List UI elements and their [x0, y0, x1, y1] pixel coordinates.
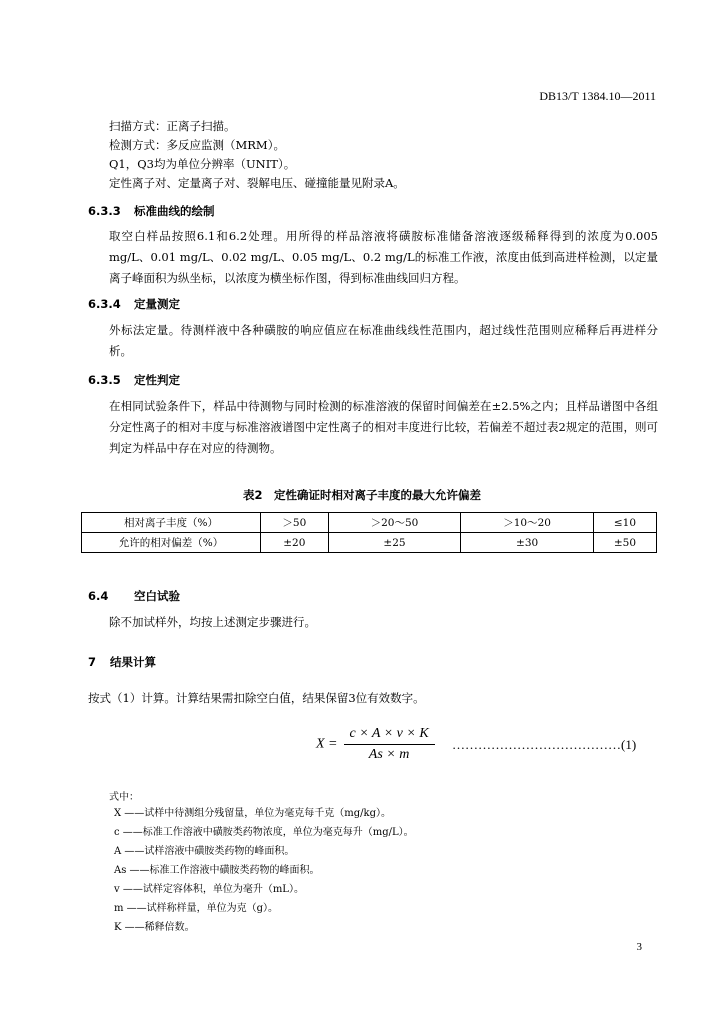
- section-title: 标准曲线的绘制: [134, 204, 215, 218]
- table-cell: 相对离子丰度（%）: [82, 513, 261, 533]
- section-heading-6-3-3: [88, 203, 215, 219]
- ion-pair-line: 定性离子对、定量离子对、裂解电压、碰撞能量见附录A。: [109, 176, 405, 190]
- formula-lhs: X =: [316, 736, 338, 752]
- paragraph-blank-test: 除不加试样外，均按上述测定步骤进行。: [109, 615, 316, 629]
- legend-item: A ——试样溶液中磺胺类药物的峰面积。: [114, 846, 295, 857]
- detection-mode-line: 检测方式：多反应监测（MRM）。: [109, 138, 285, 152]
- table-row: [82, 513, 657, 533]
- paragraph-text: 外标法定量。待测样液中各种磺胺的响应值应在标准曲线线性范围内，超过线性范围则应稀释后再进样分析。: [109, 323, 658, 358]
- section-heading-6-4: [88, 588, 180, 604]
- paragraph-qualitative: [88, 396, 658, 459]
- formula-numerator: c × A × v × K: [344, 726, 435, 745]
- table-cell: ±20: [261, 533, 329, 553]
- formula-fraction: [344, 726, 435, 763]
- paragraph-standard-curve: [88, 226, 658, 289]
- legend-item: m ——试样称样量，单位为克（g）。: [114, 903, 279, 914]
- section-number: 6.3.5: [88, 373, 121, 387]
- resolution-line: Q1，Q3均为单位分辨率（UNIT）。: [109, 157, 296, 171]
- formula-label: (1): [621, 737, 637, 752]
- table-cell: ±30: [461, 533, 594, 553]
- section-heading-7: [88, 654, 156, 670]
- table-cell: 允许的相对偏差（%）: [82, 533, 261, 553]
- section-number: 6.3.4: [88, 297, 121, 311]
- paragraph-text: 在相同试验条件下，样品中待测物与同时检测的标准溶液的保留时间偏差在±2.5%之内；且样品谱图中各组分定性离子的相对丰度与标准溶液谱图中定性离子的相对丰度进行比较，若偏差不超过表2规定的范围，则可判定为样品中存在对应的待测物。: [109, 399, 658, 455]
- legend-item: K ——稀释倍数。: [114, 922, 195, 933]
- formula-leader: …………………………………: [452, 737, 621, 752]
- legend-item: X ——试样中待测组分残留量，单位为毫克每千克（mg/kg）。: [114, 808, 392, 819]
- scan-mode-line: 扫描方式：正离子扫描。: [109, 119, 236, 133]
- section-heading-6-3-4: [88, 296, 180, 312]
- legend-title: 式中：: [109, 792, 139, 803]
- section-number: 6.3.3: [88, 204, 121, 218]
- section-title: 空白试验: [134, 589, 180, 603]
- legend-item: c ——标准工作溶液中磺胺类药物浓度，单位为毫克每升（mg/L）。: [114, 827, 414, 838]
- page-number: 3: [636, 941, 642, 953]
- table-cell: ＞50: [261, 513, 329, 533]
- section-title: 定量测定: [134, 297, 180, 311]
- paragraph-quantification: [88, 320, 658, 362]
- section-number: 6.4: [88, 589, 109, 603]
- table-cell: ＞20～50: [328, 513, 461, 533]
- table-caption: 表2 定性确证时相对离子丰度的最大允许偏差: [243, 488, 481, 502]
- formula-denominator: As × m: [368, 747, 410, 762]
- table-cell: ±50: [593, 533, 656, 553]
- table-cell: ＞10～20: [461, 513, 594, 533]
- document-header: DB13/T 1384.10—2011: [539, 89, 656, 103]
- paragraph-result-calc: 按式（1）计算。计算结果需扣除空白值，结果保留3位有效数字。: [88, 691, 425, 705]
- table-cell: ≤10: [593, 513, 656, 533]
- section-title: 定性判定: [134, 373, 180, 387]
- table-row: [82, 533, 657, 553]
- section-number: 7: [88, 655, 97, 669]
- legend-item: As ——标准工作溶液中磺胺类药物的峰面积。: [114, 865, 320, 876]
- formula-number: [452, 737, 636, 753]
- formula-1: [316, 726, 435, 763]
- section-title: 结果计算: [110, 655, 156, 669]
- paragraph-text: 取空白样品按照6.1和6.2处理。用所得的样品溶液将磺胺标准储备溶液逐级稀释得到的浓度为0.005 mg/L、0.01 mg/L、0.02 mg/L、0.05 mg/L、0.2 mg/L的标准工作液，浓度由低到高进样检测，以定量离子峰面积为纵坐标，以浓度为横坐标作图，得到标准曲线回归方程。: [109, 229, 658, 285]
- section-heading-6-3-5: [88, 372, 180, 388]
- deviation-table: [81, 512, 657, 553]
- legend-item: v ——试样定容体积，单位为毫升（mL）。: [114, 884, 304, 895]
- table-cell: ±25: [328, 533, 461, 553]
